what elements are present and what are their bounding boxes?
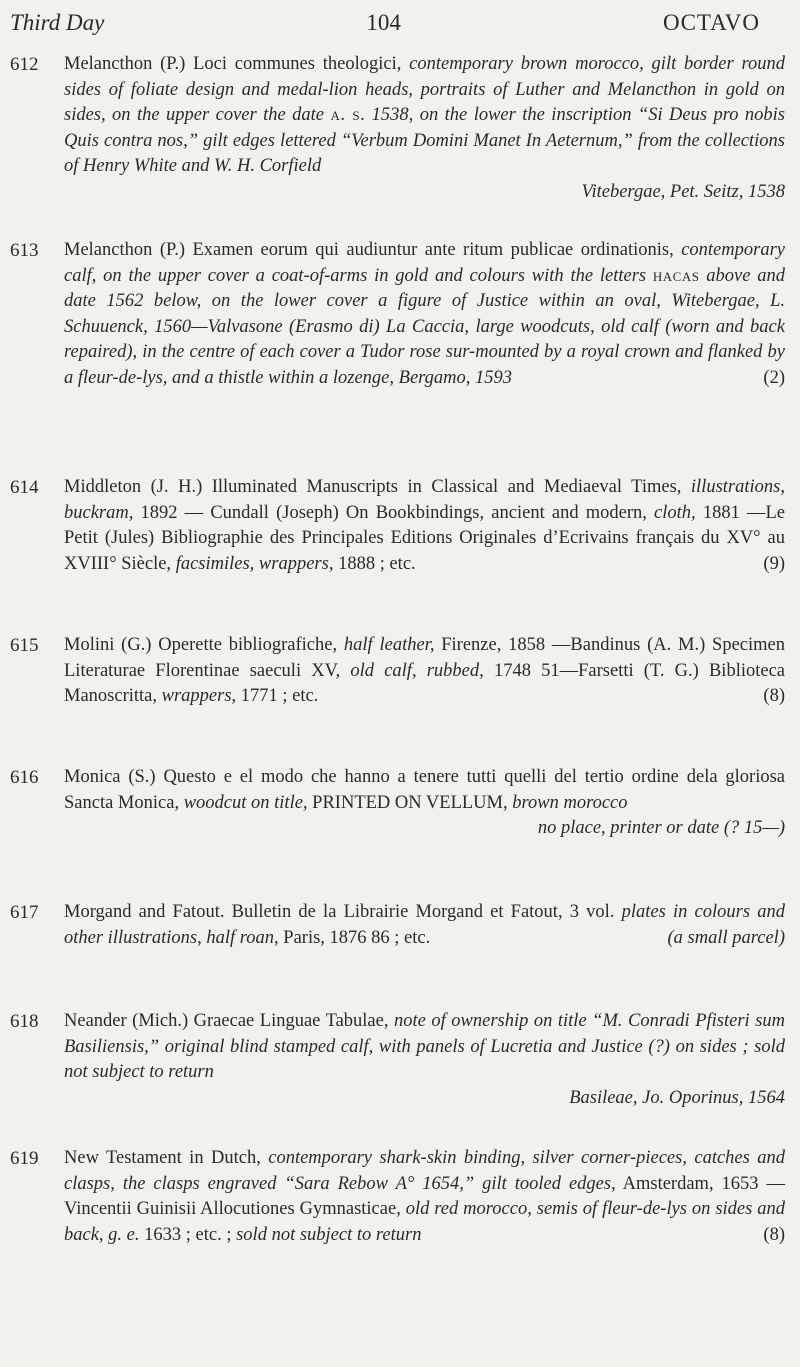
- lot-number: 614: [10, 477, 39, 498]
- lot-618: [10, 1009, 785, 1111]
- lot-part-2: 1633 ; etc. ;: [139, 1224, 237, 1245]
- lot-binding-3: wrappers,: [161, 686, 237, 706]
- header-section: OCTAVO: [662, 10, 760, 35]
- lot-number: 619: [10, 1148, 39, 1169]
- lot-quantity: (8): [763, 1224, 785, 1245]
- lot-details: above and date 1562 below, on the lower cover a figure of Justice within an oval, Witebergae, L. Schuuenck, 1560—Valvasone (Erasmo di) La Caccia,: [64, 265, 785, 337]
- lot-part: 1892 — Cundall (Joseph) On Bookbindings, ancient and modern,: [133, 502, 655, 523]
- lot-details-2: large woodcuts, old calf (worn and back repaired), in the centre of each cover a Tudor rose sur-mounted by a royal crown and flanked by a fleur-de-lys, and a thistle within a lozenge, Bergamo, 1593: [64, 316, 785, 388]
- lot-description: [64, 633, 785, 710]
- lot-binding: note of ownership on title “M. Conradi Pfisteri sum Basiliensis,” original blind stamped calf, with panels of Lucretia and Justice (?) on sides ; sold not subject to return: [64, 1011, 785, 1082]
- lot-binding-2: old red morocco, semis of fleur-de-lys on sides and back, g. e.: [64, 1199, 785, 1245]
- lot-binding: contemporary calf, on the upper cover a coat-of-arms in gold and colours with the letters: [64, 240, 785, 286]
- lot-619: [10, 1146, 785, 1248]
- lot-title: Monica (S.) Questo e el modo che hanno a tenere tutti quelli del tertio ordine dela gloriosa Sancta Monica,: [64, 767, 785, 813]
- lot-binding: plates in colours and other illustrations, half roan,: [64, 902, 785, 948]
- lot-description: [64, 1146, 785, 1248]
- lot-binding: illustrations, buckram,: [64, 477, 785, 523]
- lot-binding-2: cloth,: [654, 502, 696, 523]
- lot-title: Neander (Mich.) Graecae Linguae Tabulae,: [64, 1011, 394, 1031]
- lot-614: [10, 475, 785, 577]
- lot-quantity: (8): [763, 686, 785, 706]
- lot-part: Paris, 1876 86 ; etc.: [278, 927, 431, 948]
- lot-title: Middleton (J. H.) Illuminated Manuscripts in Classical and Mediaeval Times,: [64, 477, 691, 497]
- lot-number: 618: [10, 1011, 39, 1032]
- lot-part-3: 1771 ; etc.: [236, 686, 319, 706]
- lot-description: [64, 765, 785, 842]
- lot-number: 617: [10, 902, 39, 923]
- lot-binding-3: facsimiles, wrappers,: [175, 553, 334, 574]
- lot-binding: contemporary brown morocco, gilt border round sides of foliate design and medal-lion heads, portraits of Luther and Melancthon in gold on sides, on the upper cover the date: [64, 54, 785, 125]
- lot-title: New Testament in Dutch,: [64, 1148, 269, 1168]
- lot-date-abbrev: a. s.: [330, 105, 366, 125]
- lot-binding: contemporary shark-skin binding, silver corner-pieces, catches and clasps, the clasps engraved “Sara Rebow A° 1654,” gilt tooled edges,: [64, 1148, 785, 1194]
- lot-612: [10, 52, 785, 205]
- lot-binding-2: old calf, rubbed,: [350, 660, 484, 681]
- lot-title: Melancthon (P.) Loci communes theologici,: [64, 54, 410, 74]
- lot-description: [64, 900, 785, 951]
- lot-number: 613: [10, 240, 39, 261]
- lot-616: [10, 765, 785, 842]
- lot-vellum: PRINTED ON VELLUM,: [307, 792, 513, 813]
- lot-quantity: (a small parcel): [667, 927, 785, 948]
- lot-imprint: Basileae, Jo. Oporinus, 1564: [569, 1087, 785, 1108]
- lot-description: [64, 475, 785, 577]
- lot-617: [10, 900, 785, 951]
- lot-number: 616: [10, 767, 39, 788]
- lot-quantity: (2): [763, 367, 785, 388]
- lot-description: [64, 238, 785, 391]
- lot-imprint: no place, printer or date (? 15—): [537, 818, 785, 838]
- lot-number: 612: [10, 54, 39, 75]
- lot-description: [64, 1009, 785, 1111]
- lot-quantity: (9): [763, 553, 785, 574]
- lot-title: Morgand and Fatout. Bulletin de la Librairie Morgand et Fatout, 3 vol.: [64, 902, 622, 922]
- lot-part: Firenze, 1858 —Bandinus (A. M.) Specimen Literaturae Florentinae saeculi XV,: [64, 635, 785, 681]
- lot-number: 615: [10, 635, 39, 656]
- lot-binding: half leather,: [343, 635, 435, 655]
- lot-615: [10, 633, 785, 710]
- lot-imprint: Vitebergae, Pet. Seitz, 1538: [581, 181, 785, 202]
- lot-part-2: 1748 51—Farsetti (T. G.) Biblioteca Manoscritta,: [64, 660, 786, 706]
- lot-title: Melancthon (P.) Examen eorum qui audiuntur ante ritum publicae ordinationis,: [64, 240, 682, 260]
- lot-part-3: 1888 ; etc.: [333, 553, 416, 574]
- lot-binding-2: brown morocco: [512, 792, 628, 813]
- lot-details: 1538, on the lower the inscription “Si Deus pro nobis Quis contra nos,” gilt edges lettered “Verbum Domini Manet In Aeternum,” from the collections of Henry White and W. H. Corfield: [64, 105, 785, 176]
- page-number: 104: [366, 10, 401, 35]
- page-header: [10, 10, 760, 36]
- lot-condition: sold not subject to return: [236, 1224, 422, 1245]
- lot-binding: woodcut on title,: [183, 792, 308, 813]
- lot-title: Molini (G.) Operette bibliografiche,: [64, 635, 344, 655]
- lot-part-2: 1881 —Le Petit (Jules) Bibliographie des Principales Editions Originales d’Ecrivains français du XV° au XVIII° Siècle,: [64, 502, 786, 574]
- lot-letters: hacas: [652, 265, 700, 286]
- header-day: Third Day: [10, 10, 105, 35]
- lot-613: [10, 238, 785, 391]
- lot-part: Amsterdam, 1653 — Vincentii Guinisii Allocutiones Gymnasticae,: [64, 1173, 785, 1219]
- lot-description: [64, 52, 785, 205]
